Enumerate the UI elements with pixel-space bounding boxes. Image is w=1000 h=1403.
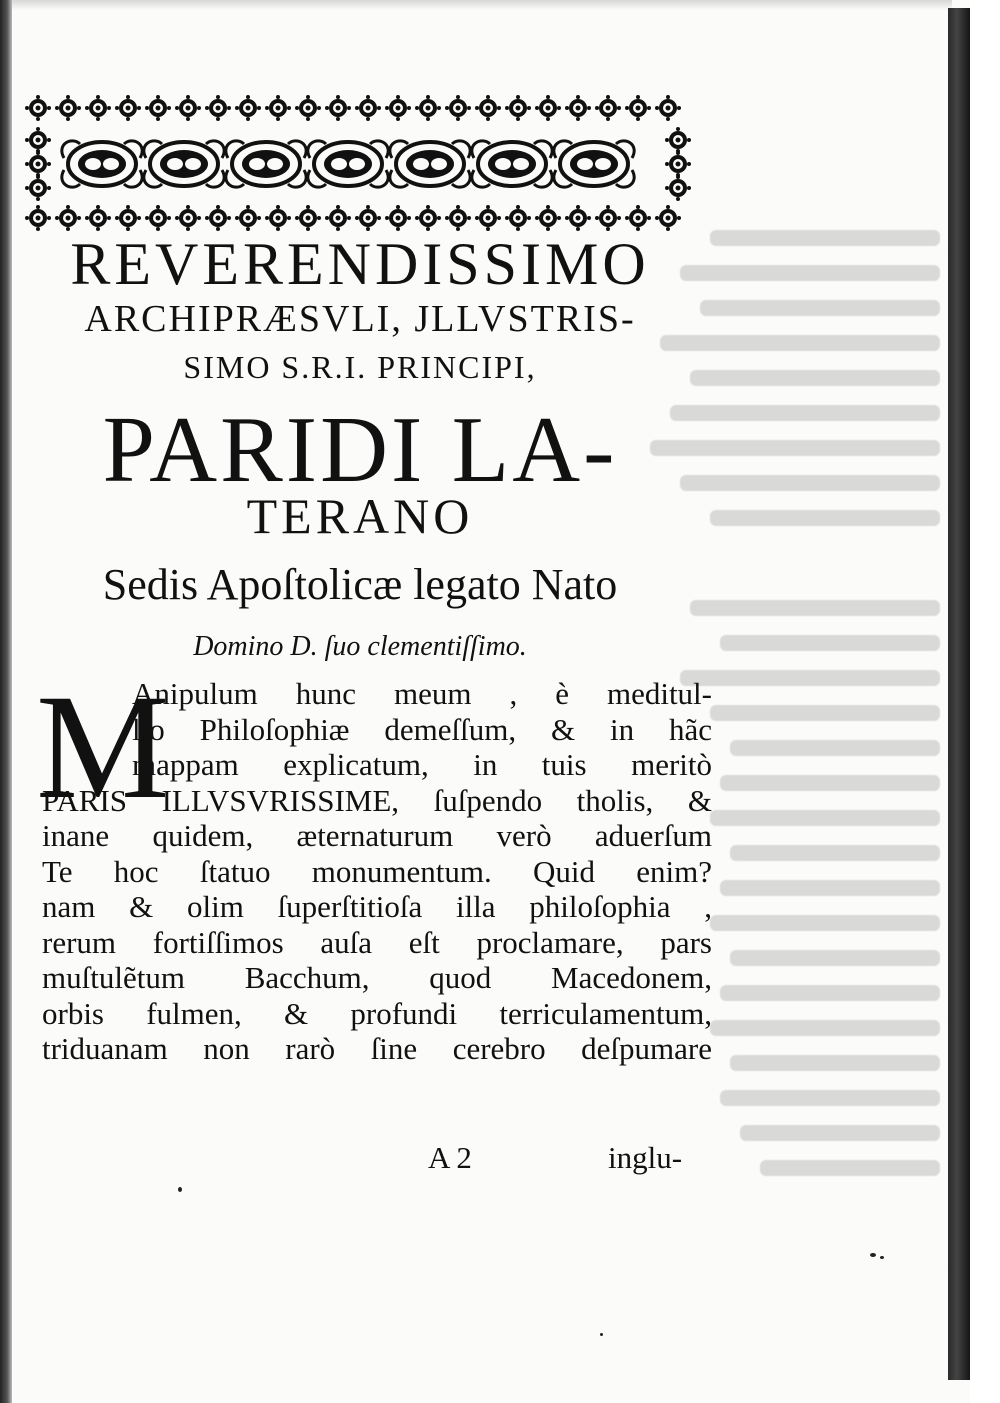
body-line: mappam explicatum, in tuis meritò [132,747,712,782]
ink-speck [880,1256,884,1259]
heading-line-5: TERANO [246,488,474,544]
drop-cap-initial: M [36,664,170,830]
heading-line-3: SIMO S.R.I. PRINCIPI, [183,349,537,385]
catchword: inglu- [608,1140,683,1175]
heading-line-2: ARCHIPRÆSVLI, JLLVSTRIS- [84,298,636,340]
woodcut-ornament-band [24,94,692,234]
signature-mark: A 2 [428,1140,472,1175]
body-line: inane quidem, æternaturum verò aduerſum [42,818,712,853]
binding-gutter [0,0,12,1403]
ornament-pattern [24,94,692,234]
body-line: Te hoc ſtatuo monumentum. Quid enim? [42,853,712,889]
body-line: orbis fulmen, & profundi terriculamentum, [42,995,712,1031]
body-line: PARIS ILLVSVRISSIME, ſuſpendo tholis, & [42,782,712,818]
heading-line-4: PARIDI LA- [102,398,618,502]
heading-line-6: Sedis Apoſtolicæ legato Nato [102,560,618,609]
scan-margin-right [970,0,1000,1403]
body-line: Anipulum hunc meum , è meditul- [132,676,712,711]
body-line: lio Philoſophiæ demeſſum, & in hãc [132,711,712,747]
heading-line-1: REVERENDISSIMO [70,231,650,297]
body-line: muſtulẽtum Bacchum, quod Macedonem, [42,960,712,995]
body-line: triduanam non rarò ſine cerebro deſpumare [42,1031,712,1066]
top-shadow [12,0,952,10]
ink-speck [178,1187,182,1192]
body-line: rerum fortiſſimos auſa eſt proclamare, pars [42,924,712,960]
heading-line-7: Domino D. ſuo clementiſſimo. [193,631,527,662]
ink-speck [600,1333,603,1336]
body-line: nam & olim ſuperſtitioſa illa philoſophia , [42,889,712,924]
body-paragraph [42,676,712,1067]
page-edge-right [948,8,970,1380]
ink-speck [870,1253,876,1257]
